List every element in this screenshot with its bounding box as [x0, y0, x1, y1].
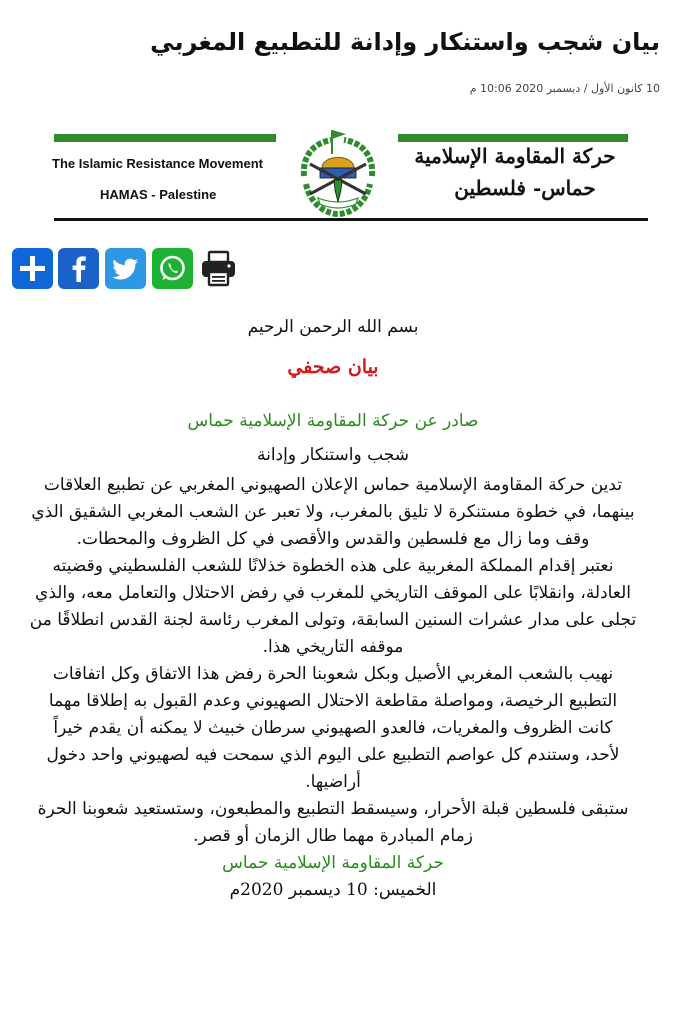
banner-arabic-line2: حماس- فلسطين: [454, 176, 596, 200]
statement-line: نعتبر إقدام المملكة المغربية على هذه الخطوة خذلانًا للشعب الفلسطيني وقضيته: [52, 556, 614, 576]
share-facebook-button[interactable]: [58, 248, 99, 289]
hamas-emblem-icon: [288, 124, 388, 220]
statement-line: أراضيها.: [305, 772, 361, 792]
statement-heading: بيان صحفي: [287, 356, 379, 378]
statement-line: العادلة، وانقلابًا على الموقف التاريخي للمغرب في رفض الاحتلال والتعامل معه، والذي: [35, 583, 631, 603]
article-date: 10 كانون الأول / ديسمبر 2020 10:06 م: [469, 82, 660, 95]
statement-line: تدين حركة المقاومة الإسلامية حماس الإعلان الصهيوني المغربي عن تطبيع العلاقات: [43, 475, 623, 495]
banner-green-bar-left: [54, 134, 276, 142]
twitter-icon: [105, 248, 146, 289]
statement-line: نهيب بالشعب المغربي الأصيل وبكل شعوبنا الحرة رفض هذا الاتفاق وكل اتفاقات: [52, 664, 614, 684]
statement-line: ستبقى فلسطين قبلة الأحرار، وسيسقط التطبيع والمطبعون، وستستعيد شعوبنا الحرة: [37, 799, 629, 819]
banner-english-line2: HAMAS - Palestine: [100, 187, 217, 202]
article-title: بيان شجب واستنكار وإدانة للتطبيع المغربي: [150, 28, 660, 56]
statement-line: وقف وما زال مع فلسطين والقدس والأقصى في كل الظروف والمحطات.: [76, 529, 590, 549]
hamas-banner: [48, 124, 648, 224]
print-button[interactable]: [198, 248, 239, 289]
basmala: بسم الله الرحمن الرحيم: [247, 317, 419, 337]
issued-by: صادر عن حركة المقاومة الإسلامية حماس: [187, 411, 479, 431]
printer-icon: [198, 248, 239, 289]
share-more-button[interactable]: [12, 248, 53, 289]
banner-english-line1: The Islamic Resistance Movement: [52, 156, 263, 171]
statement-text: [12, 472, 654, 904]
statement-line: زمام المبادرة مهما طال الزمان أو قصر.: [193, 826, 473, 846]
share-twitter-button[interactable]: [105, 248, 146, 289]
share-whatsapp-button[interactable]: [152, 248, 193, 289]
banner-green-bar-right: [398, 134, 628, 142]
signature: حركة المقاومة الإسلامية حماس: [222, 853, 444, 873]
facebook-icon: [58, 248, 99, 289]
statement-line: تجلى على مدار عشرات السنين السابقة، وتولى المغرب رئاسة لجنة القدس انطلاقًا من: [29, 610, 637, 630]
statement-line: موقفه التاريخي هذا.: [262, 637, 404, 657]
signed-date: الخميس: 10 ديسمبر 2020م: [229, 880, 437, 900]
statement-line: بينهما، في خطوة مستنكرة لا تليق بالمغرب، ولا تعبر عن الشعب المغربي الشقيق الذي: [31, 502, 635, 522]
statement-subject: شجب واستنكار وإدانة: [256, 445, 409, 465]
statement-line: لأحد، وستندم كل عواصم التطبيع على اليوم الذي سمحت فيه لصهيوني واحد دخول: [46, 745, 620, 765]
whatsapp-icon: [152, 248, 193, 289]
banner-arabic-line1: حركة المقاومة الإسلامية: [414, 144, 616, 168]
statement-line: كانت الظروف والمغريات، فالعدو الصهيوني سرطان خبيث لا يمكنه أن يقدم خيراً: [53, 718, 613, 738]
plus-icon: [12, 248, 53, 289]
statement-line: التطبيع الرخيصة، ومواصلة مقاطعة الاحتلال الصهيوني وعدم القبول به إطلاقا مهما: [48, 691, 618, 711]
